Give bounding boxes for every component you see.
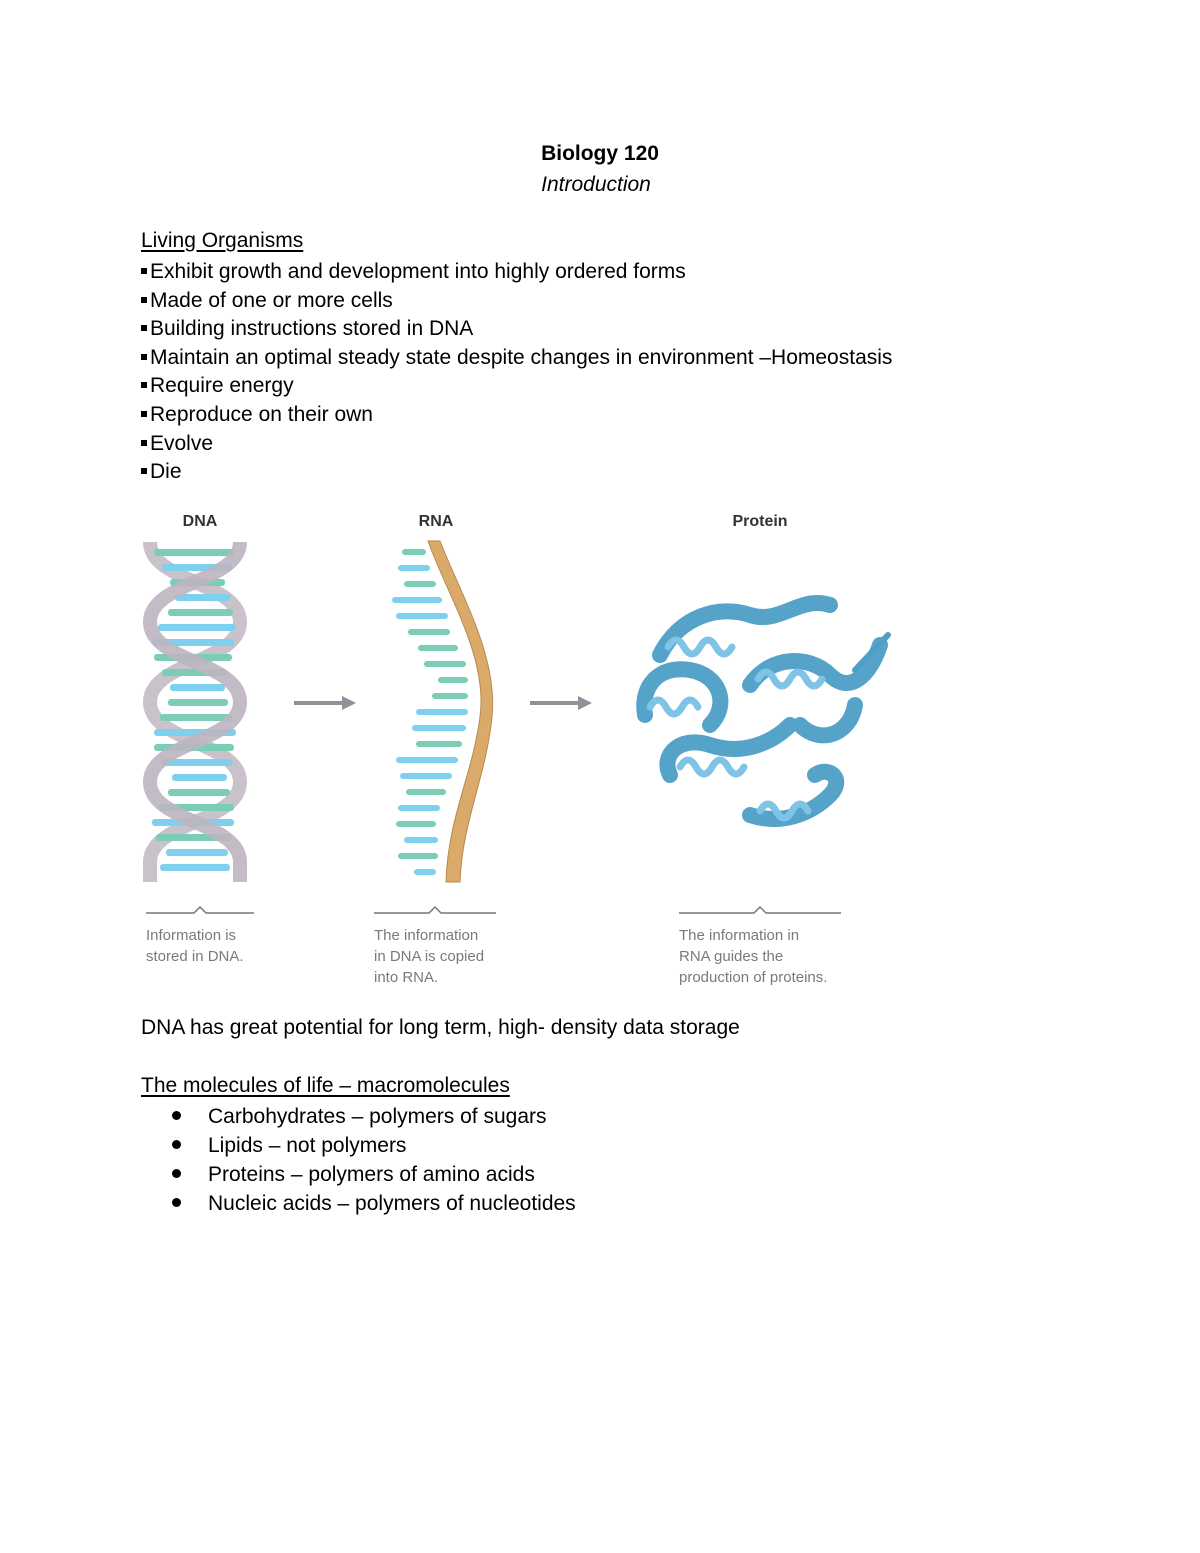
dna-helix-illustration [140,537,265,887]
bullet-dot-icon [172,1111,181,1120]
list-item: Carbohydrates – polymers of sugars [172,1102,576,1131]
living-organisms-heading: Living Organisms [141,229,304,252]
square-bullet-icon [141,325,147,331]
macromolecules-list [172,1102,576,1218]
protein-structure-illustration [630,575,895,845]
square-bullet-icon [141,297,147,303]
list-item: Reproduce on their own [141,401,892,430]
rna-label: RNA [418,513,454,530]
square-bullet-icon [141,354,147,360]
list-item: Building instructions stored in DNA [141,315,892,344]
page-subtitle: Introduction [541,173,651,196]
list-item: Exhibit growth and development into highly ordered forms [141,258,892,287]
square-bullet-icon [141,268,147,274]
list-item: Made of one or more cells [141,287,892,316]
caption-brace-dna [146,905,254,917]
square-bullet-icon [141,382,147,388]
living-organisms-list [141,258,892,487]
rna-caption: The information in DNA is copied into RNA. [374,927,485,986]
list-item: Evolve [141,430,892,459]
protein-caption: The information in RNA guides the production of proteins. [679,927,828,986]
protein-label: Protein [732,513,788,530]
caption-brace-protein [679,905,841,917]
dna-label: DNA [182,513,218,530]
list-item: Maintain an optimal steady state despite changes in environment –Homeostasis [141,344,892,373]
dna-storage-statement: DNA has great potential for long term, high- density data storage [141,1016,740,1039]
dna-caption: Information is stored in DNA. [146,927,244,965]
macromolecules-heading: The molecules of life – macromolecules [141,1074,510,1097]
square-bullet-icon [141,411,147,417]
list-item: Die [141,458,892,487]
arrow-right-icon [528,693,594,713]
caption-brace-rna [374,905,496,917]
bullet-dot-icon [172,1198,181,1207]
square-bullet-icon [141,440,147,446]
bullet-dot-icon [172,1169,181,1178]
list-item: Lipids – not polymers [172,1131,576,1160]
square-bullet-icon [141,468,147,474]
list-item: Require energy [141,372,892,401]
list-item: Proteins – polymers of amino acids [172,1160,576,1189]
list-item: Nucleic acids – polymers of nucleotides [172,1189,576,1218]
central-dogma-figure [130,505,910,995]
page-title: Biology 120 [541,142,659,165]
arrow-right-icon [292,693,358,713]
rna-strand-illustration [388,537,498,887]
bullet-dot-icon [172,1140,181,1149]
